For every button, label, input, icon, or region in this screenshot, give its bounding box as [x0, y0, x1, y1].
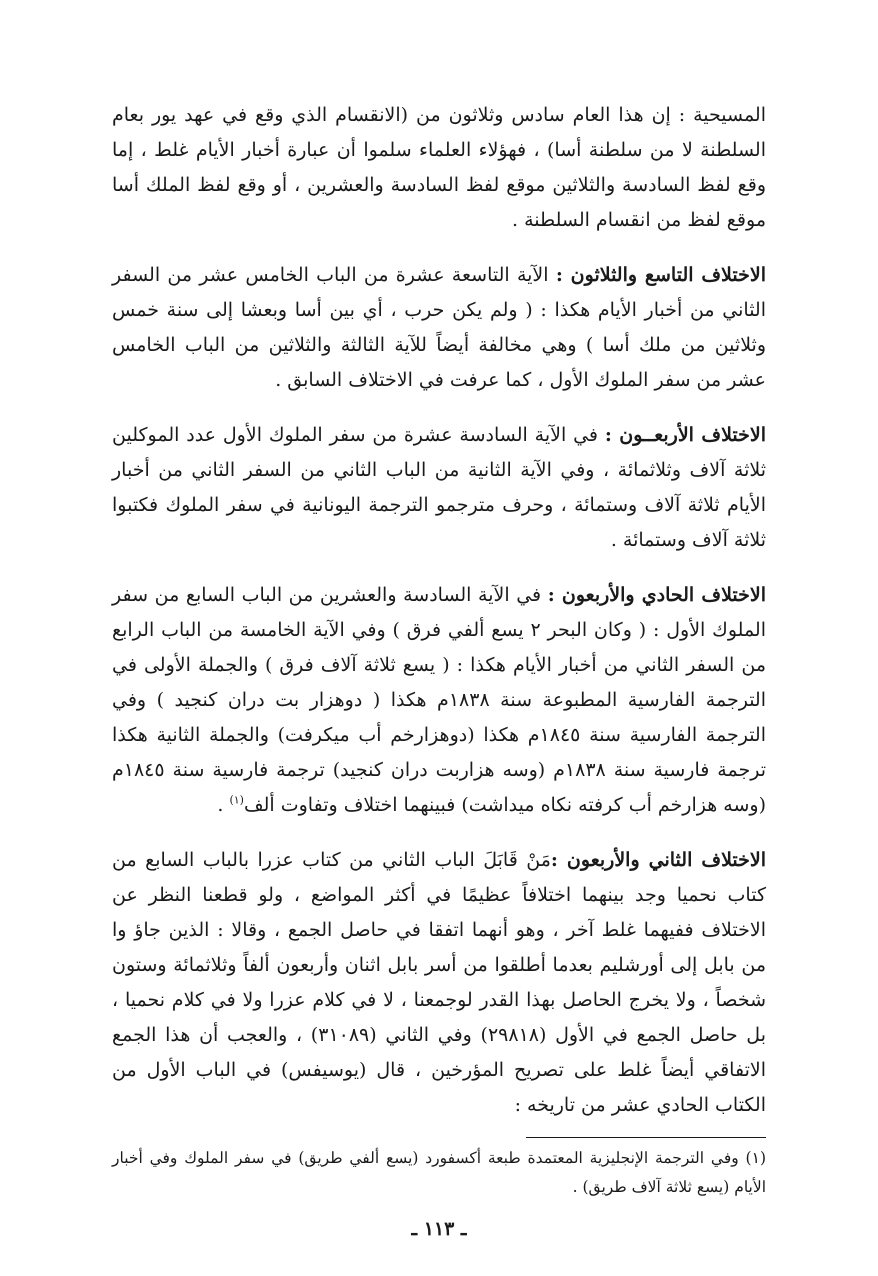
footnote-reference[interactable]: (١)	[229, 793, 244, 807]
footnote-section	[112, 1144, 766, 1202]
paragraph-3	[112, 418, 766, 558]
paragraph-1	[112, 98, 766, 238]
page-body	[112, 98, 766, 1143]
paragraph-2-text: الآية التاسعة عشرة من الباب الخامس عشر من السفر الثاني من أخبار الأيام هكذا : ( ولم يكن حرب ، أي بين أسا وبعشا إلى سنة خمس وثلاثين من ملك أسا ) وهي مخالفة أيضاً للآية الثالثة والثلاثين من الباب الخامس عشر من سفر الملوك الأول ، كما عرفت في الاختلاف السابق .	[112, 264, 766, 391]
paragraph-4	[112, 578, 766, 823]
paragraph-2	[112, 258, 766, 398]
paragraph-3-heading: الاختلاف الأربعــون :	[604, 424, 766, 446]
paragraph-4-text-end: .	[217, 794, 230, 816]
paragraph-5-heading: الاختلاف الثاني والأربعون :	[550, 849, 766, 871]
page-number: ـ ١١٣ ـ	[411, 1218, 467, 1240]
paragraph-5	[112, 843, 766, 1123]
paragraph-4-text: في الآية السادسة والعشرين من الباب السابع من سفر الملوك الأول : ( وكان البحر ٢ يسع ألفي فرق ) وفي الآية الخامسة من الباب الرابع من السفر الثاني من أخبار الأيام هكذا : ( يسع ثلاثة آلاف فرق ) والجملة الأولى في الترجمة الفارسية المطبوعة سنة ١٨٣٨م هكذا ( دوهزار بت دران كنجيد ) وفي الترجمة الفارسية سنة ١٨٤٥م هكذا (دوهزارخم أب ميكرفت) والجملة الثانية هكذا ترجمة فارسية سنة ١٨٣٨م (وسه هزاربت دران كنجيد) ترجمة فارسية سنة ١٨٤٥م (وسه هزارخم أب كرفته نكاه ميداشت) فبينهما اختلاف وتفاوت ألف	[112, 584, 766, 816]
footnote-divider	[526, 1137, 766, 1138]
footnote-1: (١) وفي الترجمة الإنجليزية المعتمدة طبعة أكسفورد (يسع ألفي طريق) في سفر الملوك وفي أخبار الأيام (يسع ثلاثة آلاف طريق) .	[112, 1149, 766, 1196]
paragraph-3-text: في الآية السادسة عشرة من سفر الملوك الأول عدد الموكلين ثلاثة آلاف وثلاثمائة ، وفي الآية الثانية من الباب الثاني من السفر الثاني من أخبار الأيام ثلاثة آلاف وستمائة ، وحرف مترجمو الترجمة اليونانية في سفر الملوك فكتبوا ثلاثة آلاف وستمائة .	[112, 424, 766, 551]
paragraph-1-text: المسيحية : إن هذا العام سادس وثلاثون من (الانقسام الذي وقع في عهد يور بعام السلطنة لا من سلطنة أسا) ، فهؤلاء العلماء سلموا أن عبارة أخبار الأيام غلط ، إما وقع لفظ السادسة والثلاثين موقع لفظ السادسة والعشرين ، أو وقع لفظ الملك أسا موقع لفظ من انقسام السلطنة .	[112, 104, 766, 231]
paragraph-2-heading: الاختلاف التاسع والثلاثون :	[555, 264, 766, 286]
paragraph-4-heading: الاختلاف الحادي والأربعون :	[547, 584, 766, 606]
paragraph-5-text: مَنْ قَابَلَ الباب الثاني من كتاب عزرا بالباب السابع من كتاب نحميا وجد بينهما اختلافاً عظيمًا في أكثر المواضع ، ولو قطعنا النظر عن الاختلاف ففيهما غلط آخر ، وهو أنهما اتفقا في حاصل الجمع ، وقالا : الذين جاؤ وا من بابل إلى أورشليم بعدما أطلقوا من أسر بابل اثنان وأربعون ألفاً وثلاثمائة وستون شخصاً ، ولا يخرج الحاصل بهذا القدر لوجمعنا ، لا في كلام عزرا ولا في كلام نحميا ، بل حاصل الجمع في الأول (٢٩٨١٨) وفي الثاني (٣١٠٨٩) ، والعجب أن هذا الجمع الاتفاقي أيضاً غلط على تصريح المؤرخين ، قال (يوسيفس) في الباب الأول من الكتاب الحادي عشر من تاريخه :	[112, 849, 766, 1116]
